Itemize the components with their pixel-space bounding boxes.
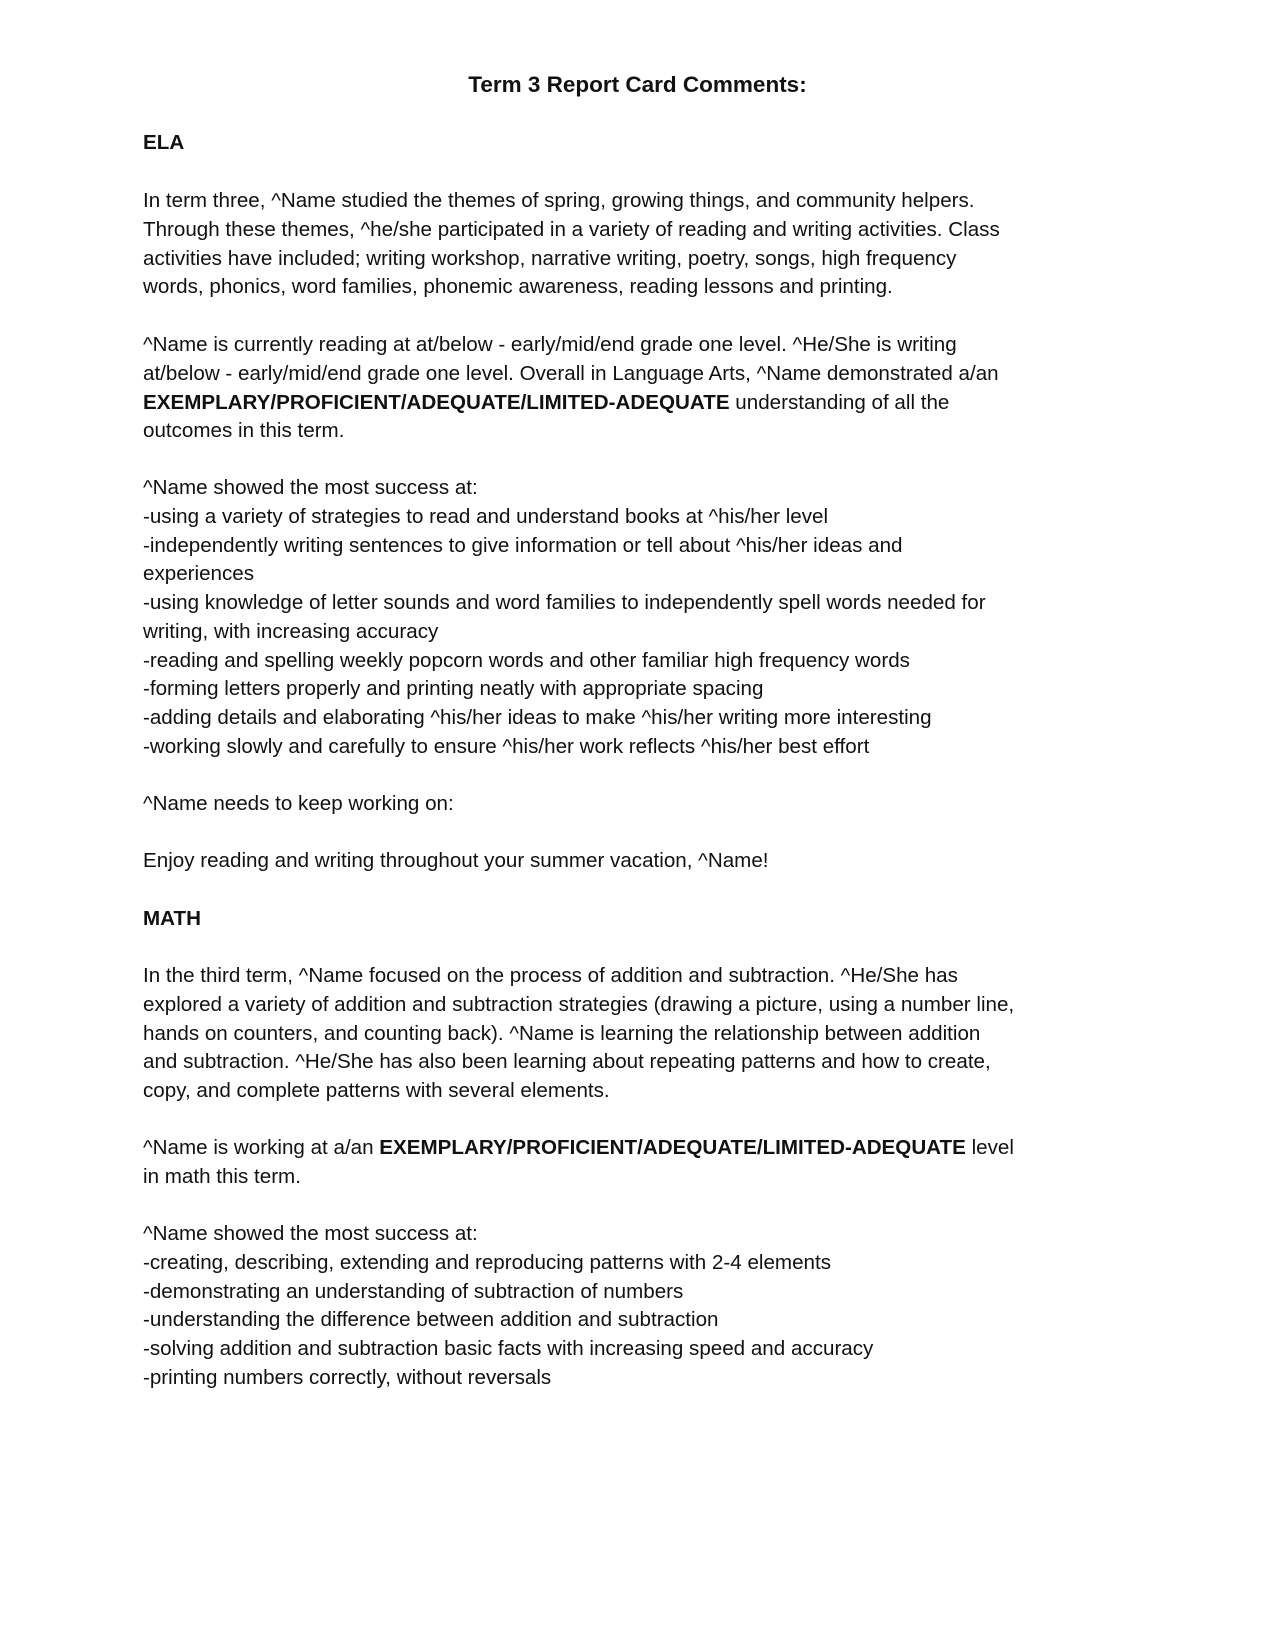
paragraph-text: ^Name is working at a/an xyxy=(143,1136,380,1159)
list-item: -forming letters properly and printing neatly with appropriate spacing xyxy=(143,677,764,701)
list-item: writing, with increasing accuracy xyxy=(143,619,439,643)
achievement-level-options: EXEMPLARY/PROFICIENT/ADEQUATE/LIMITED-ADEQUATE xyxy=(143,390,730,414)
math-success-list xyxy=(143,1220,1083,1393)
paragraph-line: in math this term. xyxy=(143,1164,301,1188)
list-item: -independently writing sentences to give information or tell about ^his/her ideas and xyxy=(143,533,903,557)
list-item: -working slowly and carefully to ensure ^his/her work reflects ^his/her best effort xyxy=(143,734,870,758)
paragraph-line xyxy=(143,389,1083,418)
math-heading: MATH xyxy=(143,907,201,930)
paragraph-line: at/below - early/mid/end grade one level. Overall in Language Arts, ^Name demonstrated a/an xyxy=(143,361,999,385)
list-item: -creating, describing, extending and reproducing patterns with 2-4 elements xyxy=(143,1250,832,1274)
paragraph-line: activities have included; writing workshop, narrative writing, poetry, songs, high frequency xyxy=(143,246,957,270)
ela-closing: Enjoy reading and writing throughout your summer vacation, ^Name! xyxy=(143,849,769,872)
paragraph-line: copy, and complete patterns with several elements. xyxy=(143,1079,610,1102)
ela-success-list xyxy=(143,474,1083,762)
paragraph-line: explored a variety of addition and subtraction strategies (drawing a picture, using a number line, xyxy=(143,992,1015,1016)
document-title: Term 3 Report Card Comments: xyxy=(468,72,807,97)
list-heading: ^Name showed the most success at: xyxy=(143,1222,478,1245)
list-item: experiences xyxy=(143,562,255,586)
list-heading: ^Name showed the most success at: xyxy=(143,476,478,499)
achievement-level-options: EXEMPLARY/PROFICIENT/ADEQUATE/LIMITED-ADEQUATE xyxy=(379,1136,966,1159)
ela-intro-paragraph xyxy=(143,187,1083,302)
list-item: -using a variety of strategies to read and understand books at ^his/her level xyxy=(143,504,829,528)
paragraph-line: outcomes in this term. xyxy=(143,419,345,443)
paragraph-line: words, phonics, word families, phonemic awareness, reading lessons and printing. xyxy=(143,275,893,299)
paragraph-line xyxy=(143,1134,1083,1163)
paragraph-text: level xyxy=(965,1136,1014,1159)
paragraph-line: Through these themes, ^he/she participated in a variety of reading and writing activities. Class xyxy=(143,217,1000,241)
math-intro-paragraph xyxy=(143,962,1083,1106)
paragraph-text: understanding of all the xyxy=(729,390,950,414)
math-level-paragraph xyxy=(143,1134,1083,1192)
paragraph-line: and subtraction. ^He/She has also been learning about repeating patterns and how to create, xyxy=(143,1050,991,1074)
list-item: -understanding the difference between addition and subtraction xyxy=(143,1308,719,1332)
paragraph-line: In the third term, ^Name focused on the process of addition and subtraction. ^He/She has xyxy=(143,964,958,987)
ela-needs-heading: ^Name needs to keep working on: xyxy=(143,792,454,815)
list-item: -printing numbers correctly, without reversals xyxy=(143,1365,552,1389)
list-item: -adding details and elaborating ^his/her ideas to make ^his/her writing more interesting xyxy=(143,706,932,729)
list-item: -solving addition and subtraction basic facts with increasing speed and accuracy xyxy=(143,1337,874,1360)
list-item: -reading and spelling weekly popcorn words and other familiar high frequency words xyxy=(143,648,910,672)
ela-heading: ELA xyxy=(143,131,185,154)
paragraph-line: In term three, ^Name studied the themes of spring, growing things, and community helpers. xyxy=(143,189,975,212)
list-item: -demonstrating an understanding of subtraction of numbers xyxy=(143,1279,684,1303)
paragraph-line: hands on counters, and counting back). ^Name is learning the relationship between addition xyxy=(143,1021,981,1045)
ela-level-paragraph xyxy=(143,331,1083,446)
paragraph-line: ^Name is currently reading at at/below - early/mid/end grade one level. ^He/She is writing xyxy=(143,333,957,356)
list-item: -using knowledge of letter sounds and word families to independently spell words needed for xyxy=(143,591,986,614)
